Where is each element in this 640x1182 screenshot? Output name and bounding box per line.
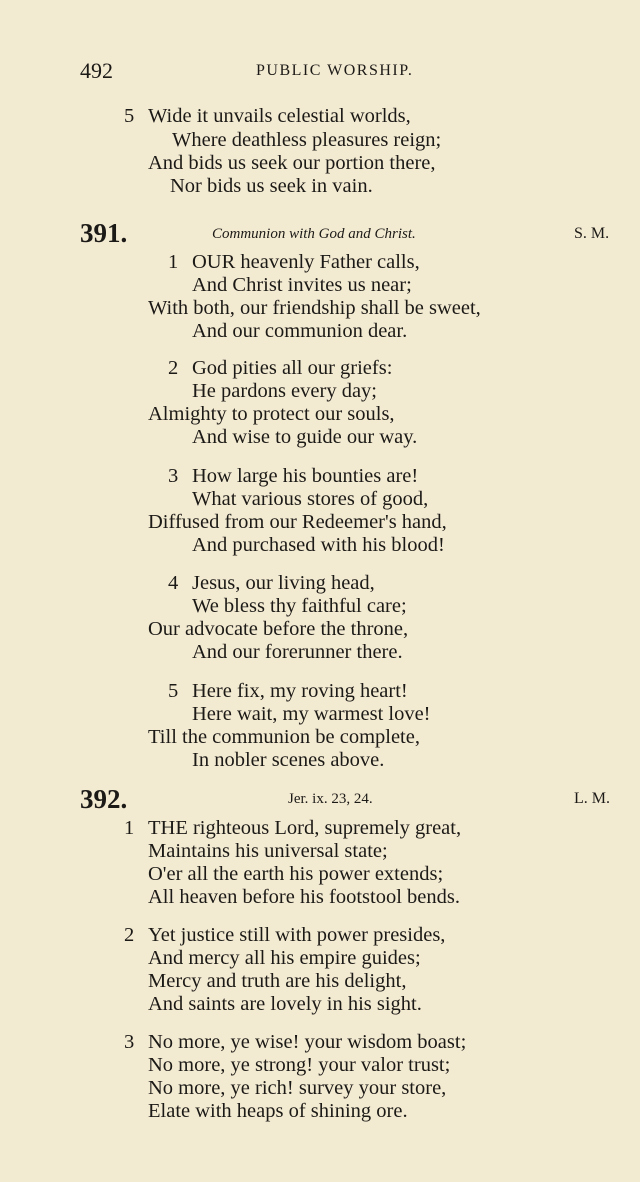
- verse-line: OUR heavenly Father calls,: [192, 251, 420, 273]
- verse-line: We bless thy faithful care;: [192, 595, 407, 617]
- verse-line: All heaven before his footstool bends.: [148, 886, 460, 908]
- verse-line: Mercy and truth are his delight,: [148, 970, 407, 992]
- verse-line: No more, ye wise! your wisdom boast;: [148, 1031, 467, 1053]
- verse-line: Elate with heaps of shining ore.: [148, 1100, 408, 1122]
- verse-line: THE righteous Lord, supremely great,: [148, 817, 462, 839]
- verse-line: And saints are lovely in his sight.: [148, 993, 422, 1015]
- hymn-number: 391.: [80, 218, 128, 248]
- hymn-title: Communion with God and Christ.: [212, 226, 416, 242]
- verse-line: And our forerunner there.: [192, 641, 403, 663]
- verse-line: No more, ye strong! your valor trust;: [148, 1054, 451, 1076]
- verse-line: And our communion dear.: [192, 320, 408, 342]
- verse-line: Till the communion be complete,: [148, 726, 420, 748]
- verse-line: With both, our friendship shall be sweet,: [148, 297, 481, 319]
- page-number: 492: [80, 58, 113, 83]
- verse-line: Here fix, my roving heart!: [192, 680, 408, 702]
- stanza-number: 1: [168, 251, 179, 273]
- verse-line: Where deathless pleasures reign;: [172, 129, 442, 151]
- verse-line: And purchased with his blood!: [192, 534, 445, 556]
- verse-line: Here wait, my warmest love!: [192, 703, 431, 725]
- verse-line: Jesus, our living head,: [192, 572, 375, 594]
- stanza-number: 5: [124, 105, 135, 127]
- verse-line: And wise to guide our way.: [192, 426, 418, 448]
- verse-line: Nor bids us seek in vain.: [170, 175, 373, 197]
- verse-line: He pardons every day;: [192, 380, 378, 402]
- verse-line: And Christ invites us near;: [192, 274, 412, 296]
- verse-line: God pities all our griefs:: [192, 357, 393, 379]
- scripture-reference: Jer. ix. 23, 24.: [288, 791, 373, 807]
- verse-line: What various stores of good,: [192, 488, 429, 510]
- verse-line: Our advocate before the throne,: [148, 618, 409, 640]
- verse-line: O'er all the earth his power extends;: [148, 863, 444, 885]
- stanza-number: 2: [124, 924, 135, 946]
- hymn-number: 392.: [80, 784, 128, 814]
- stanza-number: 3: [124, 1031, 135, 1053]
- stanza-number: 1: [124, 817, 135, 839]
- verse-line: And mercy all his empire guides;: [148, 947, 421, 969]
- verse-line: And bids us seek our portion there,: [148, 152, 436, 174]
- verse-line: Diffused from our Redeemer's hand,: [148, 511, 447, 533]
- verse-line: In nobler scenes above.: [192, 749, 385, 771]
- verse-line: How large his bounties are!: [192, 465, 419, 487]
- verse-line: Yet justice still with power presides,: [148, 924, 446, 946]
- stanza-number: 5: [168, 680, 179, 702]
- hymn-meter: S. M.: [574, 225, 610, 242]
- stanza-number: 3: [168, 465, 179, 487]
- verse-line: No more, ye rich! survey your store,: [148, 1077, 447, 1099]
- stanza-number: 2: [168, 357, 179, 379]
- verse-line: Maintains his universal state;: [148, 840, 388, 862]
- verse-line: Wide it unvails celestial worlds,: [148, 105, 411, 127]
- stanza-number: 4: [168, 572, 179, 594]
- hymn-meter: L. M.: [574, 790, 610, 807]
- running-head: PUBLIC WORSHIP.: [256, 62, 414, 79]
- verse-line: Almighty to protect our souls,: [148, 403, 395, 425]
